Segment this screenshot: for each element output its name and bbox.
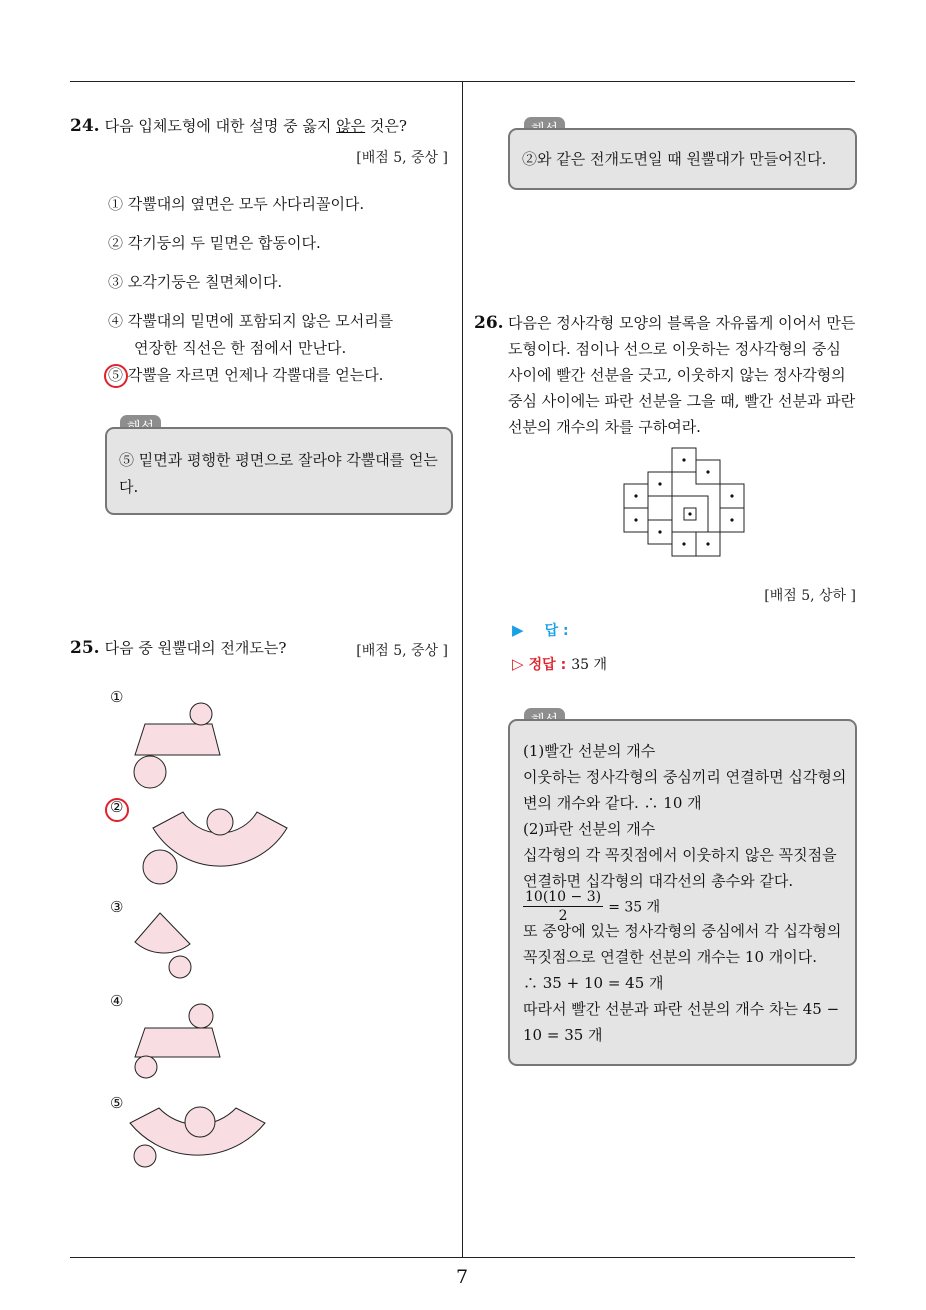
bottom-rule [70, 1257, 855, 1258]
q24-solution-line-1: ⑤ 밑면과 평행한 평면으로 잘라야 각뿔대를 얻는 [119, 451, 438, 469]
correct-arrow-icon: ▷ [512, 655, 524, 673]
q26-correct-row [512, 654, 607, 674]
q26-line-4: 중심 사이에는 파란 선분을 그을 때, 빨간 선분과 파란 [508, 392, 856, 410]
q25-solution-box [508, 128, 857, 190]
q26-answer-label: 답 : [544, 623, 569, 639]
q26-solution-box [508, 719, 857, 1066]
q24-option-4-cont: 연장한 직선은 한 점에서 만난다. [134, 339, 347, 357]
q25-meta: [배점 5, 중상 ] [356, 643, 448, 659]
q26-line-2: 도형이다. 점이나 선으로 이웃하는 정사각형의 중심 [508, 340, 841, 358]
q25-option-1-label[interactable]: ① [110, 688, 124, 706]
q26-sol-line-8: 또 중앙에 있는 정사각형의 중심에서 각 십각형의 [523, 922, 842, 940]
block-figure [620, 447, 746, 559]
q26-sol-line-1: (1)빨간 선분의 개수 [523, 742, 656, 760]
fraction-result: = 35 개 [608, 899, 661, 916]
q24-option-2[interactable]: ② 각기둥의 두 밑면은 합동이다. [108, 234, 321, 252]
q25-net-figures [0, 0, 462, 1250]
q24-text: 다음 입체도형에 대한 설명 중 옳지 [104, 117, 337, 135]
q25-solution-text: ②와 같은 전개도면일 때 원뿔대가 만들어진다. [522, 150, 827, 168]
q26-sol-line-4: (2)파란 선분의 개수 [523, 820, 656, 838]
q26-line-5: 선분의 개수의 차를 구하여라. [508, 418, 701, 436]
q26-correct-label: 정답 : [528, 657, 567, 673]
q24-option-4[interactable]: ④ 각뿔대의 밑면에 포함되지 않은 모서리를 [108, 312, 394, 330]
q24-option-1[interactable]: ① 각뿔대의 옆면은 모두 사다리꼴이다. [108, 195, 365, 213]
q24-text-underlined: 않은 [336, 117, 366, 135]
q24-solution-line-2: 다. [119, 478, 139, 496]
q24-number: 24. [70, 116, 100, 136]
q26-sol-line-6: 연결하면 십각형의 대각선의 총수와 같다. [523, 872, 794, 890]
q26-sol-line-10: ∴ 35 + 10 = 45 개 [523, 974, 664, 992]
q26-correct-value: 35 개 [571, 657, 608, 673]
net-option-2 [143, 809, 287, 884]
net-option-1 [134, 703, 220, 788]
q25-option-4-label[interactable]: ④ [110, 992, 124, 1010]
q25-option-3-label[interactable]: ③ [110, 898, 124, 916]
column-divider [462, 82, 463, 1257]
q26-number: 26. [474, 313, 504, 333]
fraction-denominator: 2 [558, 908, 568, 924]
q25-option-2-label[interactable]: ② [110, 798, 124, 816]
q24-option-3[interactable]: ③ 오각기둥은 칠면체이다. [108, 273, 283, 291]
q24-meta: [배점 5, 중상 ] [356, 150, 448, 166]
q26-sol-line-3: 변의 개수와 같다. ∴ 10 개 [523, 794, 702, 812]
q24-option-5[interactable]: ⑤ 각뿔을 자르면 언제나 각뿔대를 얻는다. [108, 366, 384, 384]
q26-sol-line-9: 꼭짓점으로 연결한 선분의 개수는 10 개이다. [523, 948, 818, 966]
answer-arrow-icon: ▶ [512, 621, 524, 639]
q25-text: 다음 중 원뿔대의 전개도는? [104, 639, 287, 657]
q26-meta: [배점 5, 상하 ] [764, 588, 856, 604]
q26-line-3: 사이에 빨간 선분을 긋고, 이웃하지 않는 정사각형의 [508, 366, 846, 384]
q26-line-1: 다음은 정사각형 모양의 블록을 자유롭게 이어서 만든 [508, 314, 856, 332]
q25-number: 25. [70, 638, 100, 658]
fraction-numerator: 10(10 − 3) [525, 889, 602, 905]
q26-sol-line-12: 10 = 35 개 [523, 1026, 603, 1044]
page-number: 7 [456, 1266, 469, 1288]
q26-sol-line-11: 따라서 빨간 선분과 파란 선분의 개수 차는 45 − [523, 1000, 840, 1018]
q26-sol-line-2: 이웃하는 정사각형의 중심끼리 연결하면 십각형의 [523, 768, 847, 786]
net-option-3 [135, 913, 191, 978]
q26-sol-line-5: 십각형의 각 꼭짓점에서 이웃하지 않은 꼭짓점을 [523, 846, 837, 864]
net-option-5 [130, 1107, 265, 1167]
q25-option-5-label[interactable]: ⑤ [110, 1094, 124, 1112]
q26-answer-row[interactable] [512, 620, 569, 640]
net-option-4 [135, 1004, 220, 1078]
q24-text-end: 것은? [365, 117, 407, 135]
